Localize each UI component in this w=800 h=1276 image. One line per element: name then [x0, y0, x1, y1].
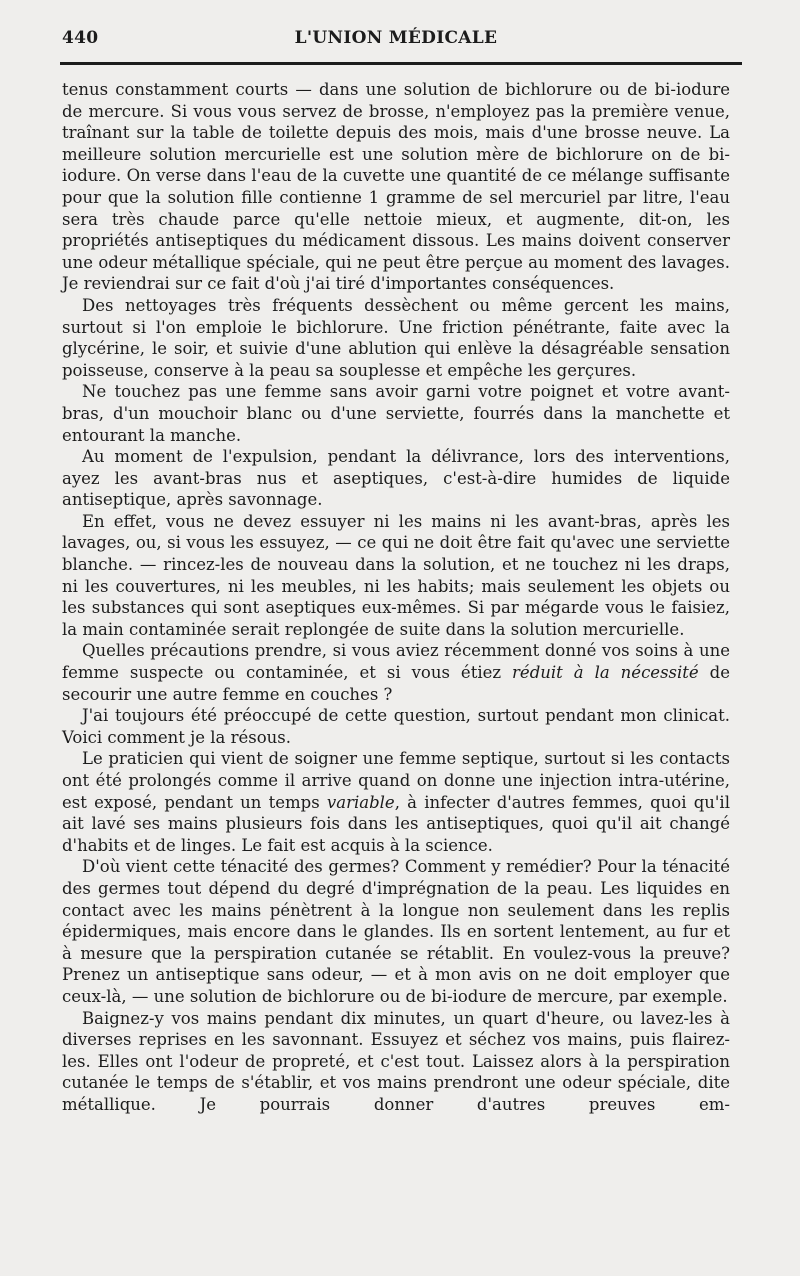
text-run: D'où vient cette ténacité des germes? Comment y remédier? Pour la ténacité des germes tout dépend du degré d'imprégnation de la peau. Les liquides en contact avec les mains pénètrent à la longue non seulement dans les replis épidermiques, mais encore dans le glandes. Ils en sortent lentement, au fur et à mesure que la perspiration cutanée se rétablit. En voulez-vous la preuve? Prenez un antiseptique sans odeur, — et à mon avis on ne doit employer que ceux-là, — une solution de bichlorure ou de bi-iodure de mercure, par exemple. — [62, 857, 730, 1006]
italic-run: variable — [326, 792, 395, 812]
paragraph — [62, 640, 730, 705]
paragraph — [62, 511, 730, 641]
text-run: En effet, vous ne devez essuyer ni les mains ni les avant-bras, après les lavages, ou, si vous les essuyez, — ce qui ne doit être fait qu'avec une serviette blanche. — rincez-les de nouveau dans la solution, et ne touchez ni les draps, ni les couvertures, ni les meubles, ni les habits; mais seulement les objets ou les substances qui sont aseptiques eux-mêmes. Si par mégarde vous le faisiez, la main contaminée serait replongée de suite dans la solution mercurielle. — [62, 511, 730, 639]
paragraph — [62, 856, 730, 1007]
running-title: L'UNION MÉDICALE — [294, 28, 498, 48]
paragraph — [62, 705, 730, 748]
text-run: , à infecter d'autres femmes, quoi qu'il ait lavé ses mains plusieurs fois dans les antiseptiques, quoi qu'il ait changé d'habits et de linges. Le fait est acquis à la science. — [62, 792, 730, 855]
page-header — [62, 28, 730, 58]
header-rule — [60, 62, 742, 65]
paragraph — [62, 446, 730, 511]
paragraph — [62, 295, 730, 381]
page-number: 440 — [62, 28, 99, 48]
paragraph — [62, 748, 730, 856]
text-run: de secourir une autre femme en couches ? — [62, 663, 730, 704]
body-text — [62, 79, 730, 1116]
text-run: Baignez-y vos mains pendant dix minutes, un quart d'heure, ou lavez-les à diverses reprises en les savonnant. Essuyez et séchez vos mains, puis flairez-les. Elles ont l'odeur de propreté, et c'est tout. Laissez alors à la perspiration cutanée le temps de s'établir, et vos mains prendront une odeur spéciale, dite métallique. Je pourrais donner d'autres preuves em- — [62, 1008, 730, 1114]
paragraph — [62, 1008, 730, 1116]
italic-run: réduit à la nécessité — [512, 663, 699, 683]
text-run: J'ai toujours été préoccupé de cette question, surtout pendant mon clinicat. Voici comment je la résous. — [62, 706, 730, 747]
text-run: Le praticien qui vient de soigner une femme septique, surtout si les contacts ont été prolongés comme il arrive quand on donne une injection intra-utérine, est exposé, pendant un temps — [62, 749, 730, 812]
text-run: Ne touchez pas une femme sans avoir garni votre poignet et votre avant-bras, d'un mouchoir blanc ou d'une serviette, fourrés dans la manchette et entourant la manche. — [62, 382, 730, 445]
text-run: Au moment de l'expulsion, pendant la délivrance, lors des interventions, ayez les avant-bras nus et aseptiques, c'est-à-dire humides de liquide antiseptique, après savonnage. — [62, 447, 730, 510]
text-run: Quelles précautions prendre, si vous aviez récemment donné vos soins à une femme suspecte ou contaminée, et si vous étiez — [62, 641, 730, 683]
text-run: Des nettoyages très fréquents dessèchent ou même gercent les mains, surtout si l'on emploie le bichlorure. Une friction pénétrante, faite avec la glycérine, le soir, et suivie d'une ablution qui enlève la désagréable sensation poisseuse, conserve à la peau sa souplesse et empêche les gerçures. — [62, 295, 730, 380]
paragraph — [62, 79, 730, 295]
paragraph — [62, 381, 730, 446]
text-run: tenus constamment courts — dans une solution de bichlorure ou de bi-iodure de mercure. Si vous vous servez de brosse, n'employez pas la première venue, traînant sur la table de toilette depuis des mois, mais d'une brosse neuve. La meilleure solution mercurielle est une solution mère de bichlorure on de bi-iodure. On verse dans l'eau de la cuvette une quantité de ce mélange suffisante pour que la solution fille contienne 1 gramme de sel mercuriel par litre, l'eau sera très chaude parce qu'elle nettoie mieux, et augmente, dit-on, les propriétés antiseptiques du médicament dissous. Les mains doivent conserver une odeur métallique spéciale, qui ne peut être perçue au moment des lavages. Je reviendrai sur ce fait d'où j'ai tiré d'importantes conséquences. — [62, 80, 730, 294]
